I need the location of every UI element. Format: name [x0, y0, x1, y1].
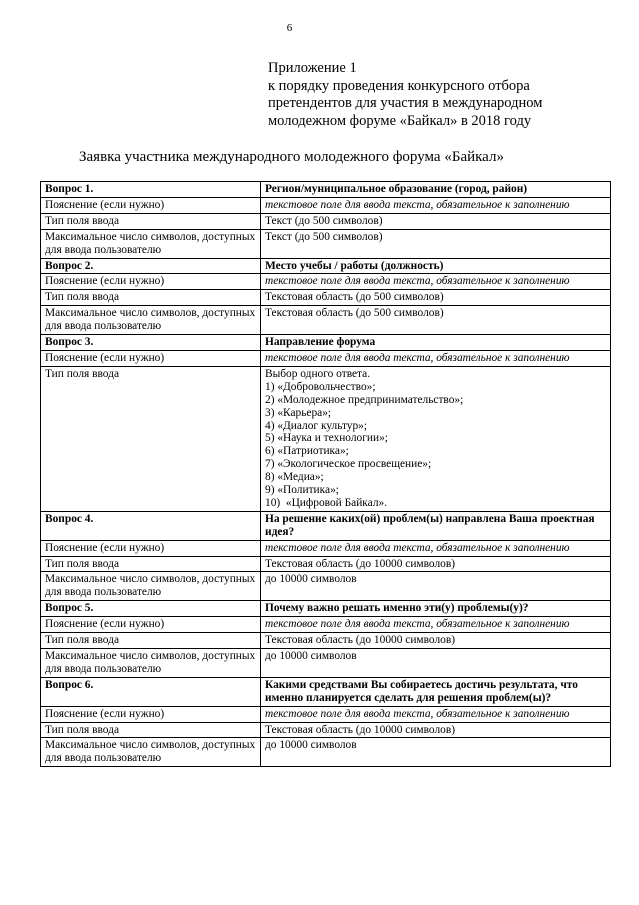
explanation-row	[41, 274, 611, 290]
max-chars-value: Текст (до 500 символов)	[261, 229, 611, 258]
question-text: Почему важно решать именно эти(у) проблемы(у)?	[261, 601, 611, 617]
choice-option: 8) «Медиа»;	[265, 471, 324, 484]
choice-option: 10) «Цифровой Байкал».	[265, 496, 388, 509]
choice-option: 2) «Молодежное предпринимательство»;	[265, 393, 464, 406]
field-type-row	[41, 722, 611, 738]
question-label: Вопрос 4.	[41, 511, 261, 540]
max-chars-value: до 10000 символов	[261, 572, 611, 601]
question-text: На решение каких(ой) проблем(ы) направлена Ваша проектная идея?	[261, 511, 611, 540]
max-chars-value: Текстовая область (до 500 символов)	[261, 306, 611, 335]
row-label: Максимальное число символов, доступных для ввода пользователю	[41, 738, 261, 767]
question-label: Вопрос 3.	[41, 335, 261, 351]
choice-option: 1) «Добровольчество»;	[265, 380, 376, 393]
hint-text: текстовое поле для ввода текста, обязательное к заполнению	[261, 350, 611, 366]
row-label: Тип поля ввода	[41, 633, 261, 649]
explanation-row	[41, 197, 611, 213]
row-label: Максимальное число символов, доступных для ввода пользователю	[41, 229, 261, 258]
question-row	[41, 182, 611, 198]
question-row	[41, 601, 611, 617]
max-chars-value: до 10000 символов	[261, 649, 611, 678]
hint-text: текстовое поле для ввода текста, обязательное к заполнению	[261, 274, 611, 290]
page-number: 6	[286, 22, 293, 34]
application-form-table	[40, 181, 611, 767]
row-label: Пояснение (если нужно)	[41, 540, 261, 556]
question-row	[41, 511, 611, 540]
explanation-row	[41, 706, 611, 722]
question-label: Вопрос 6.	[41, 677, 261, 706]
choice-option: 9) «Политика»;	[265, 484, 339, 497]
question-row	[41, 335, 611, 351]
row-label: Максимальное число символов, доступных для ввода пользователю	[41, 306, 261, 335]
explanation-row	[41, 617, 611, 633]
max-chars-row	[41, 306, 611, 335]
choice-options	[261, 366, 611, 511]
question-text: Регион/муниципальное образование (город, район)	[261, 182, 611, 198]
question-row	[41, 677, 611, 706]
row-label: Пояснение (если нужно)	[41, 706, 261, 722]
choice-option: 5) «Наука и технологии»;	[265, 432, 388, 445]
field-type-row	[41, 366, 611, 511]
appendix-line: претендентов для участия в международном	[268, 95, 543, 111]
choice-option: 6) «Патриотика»;	[265, 445, 349, 458]
field-type-value: Текст (до 500 символов)	[261, 213, 611, 229]
question-label: Вопрос 5.	[41, 601, 261, 617]
document-title: Заявка участника международного молодежного форума «Байкал»	[79, 149, 504, 165]
row-label: Пояснение (если нужно)	[41, 617, 261, 633]
hint-text: текстовое поле для ввода текста, обязательное к заполнению	[261, 197, 611, 213]
choice-intro: Выбор одного ответа.	[265, 367, 371, 380]
max-chars-row	[41, 738, 611, 767]
question-text: Место учебы / работы (должность)	[261, 258, 611, 274]
field-type-row	[41, 290, 611, 306]
field-type-value: Текстовая область (до 10000 символов)	[261, 556, 611, 572]
row-label: Пояснение (если нужно)	[41, 274, 261, 290]
question-text: Направление форума	[261, 335, 611, 351]
field-type-row	[41, 213, 611, 229]
question-row	[41, 258, 611, 274]
choice-option: 7) «Экологическое просвещение»;	[265, 458, 432, 471]
explanation-row	[41, 350, 611, 366]
field-type-row	[41, 556, 611, 572]
field-type-value: Текстовая область (до 10000 символов)	[261, 722, 611, 738]
max-chars-row	[41, 572, 611, 601]
explanation-row	[41, 540, 611, 556]
field-type-value: Текстовая область (до 10000 символов)	[261, 633, 611, 649]
max-chars-row	[41, 229, 611, 258]
row-label: Максимальное число символов, доступных для ввода пользователю	[41, 649, 261, 678]
row-label: Тип поля ввода	[41, 290, 261, 306]
hint-text: текстовое поле для ввода текста, обязательное к заполнению	[261, 540, 611, 556]
row-label: Пояснение (если нужно)	[41, 197, 261, 213]
appendix-line: молодежном форуме «Байкал» в 2018 году	[268, 112, 532, 129]
choice-option: 4) «Диалог культур»;	[265, 419, 368, 432]
question-label: Вопрос 1.	[41, 182, 261, 198]
choice-option: 3) «Карьера»;	[265, 406, 332, 419]
field-type-row	[41, 633, 611, 649]
max-chars-value: до 10000 символов	[261, 738, 611, 767]
row-label: Пояснение (если нужно)	[41, 350, 261, 366]
appendix-line: к порядку проведения конкурсного отбора	[268, 77, 530, 94]
hint-text: текстовое поле для ввода текста, обязательное к заполнению	[261, 706, 611, 722]
max-chars-row	[41, 649, 611, 678]
row-label: Тип поля ввода	[41, 366, 261, 511]
question-label: Вопрос 2.	[41, 258, 261, 274]
field-type-value: Текстовая область (до 500 символов)	[261, 290, 611, 306]
appendix-line: Приложение 1	[268, 60, 357, 76]
row-label: Максимальное число символов, доступных для ввода пользователю	[41, 572, 261, 601]
row-label: Тип поля ввода	[41, 556, 261, 572]
row-label: Тип поля ввода	[41, 722, 261, 738]
hint-text: текстовое поле для ввода текста, обязательное к заполнению	[261, 617, 611, 633]
question-text: Какими средствами Вы собираетесь достичь результата, что именно планируется сделать для решения проблем(ы)?	[261, 677, 611, 706]
appendix-header	[268, 60, 542, 130]
row-label: Тип поля ввода	[41, 213, 261, 229]
